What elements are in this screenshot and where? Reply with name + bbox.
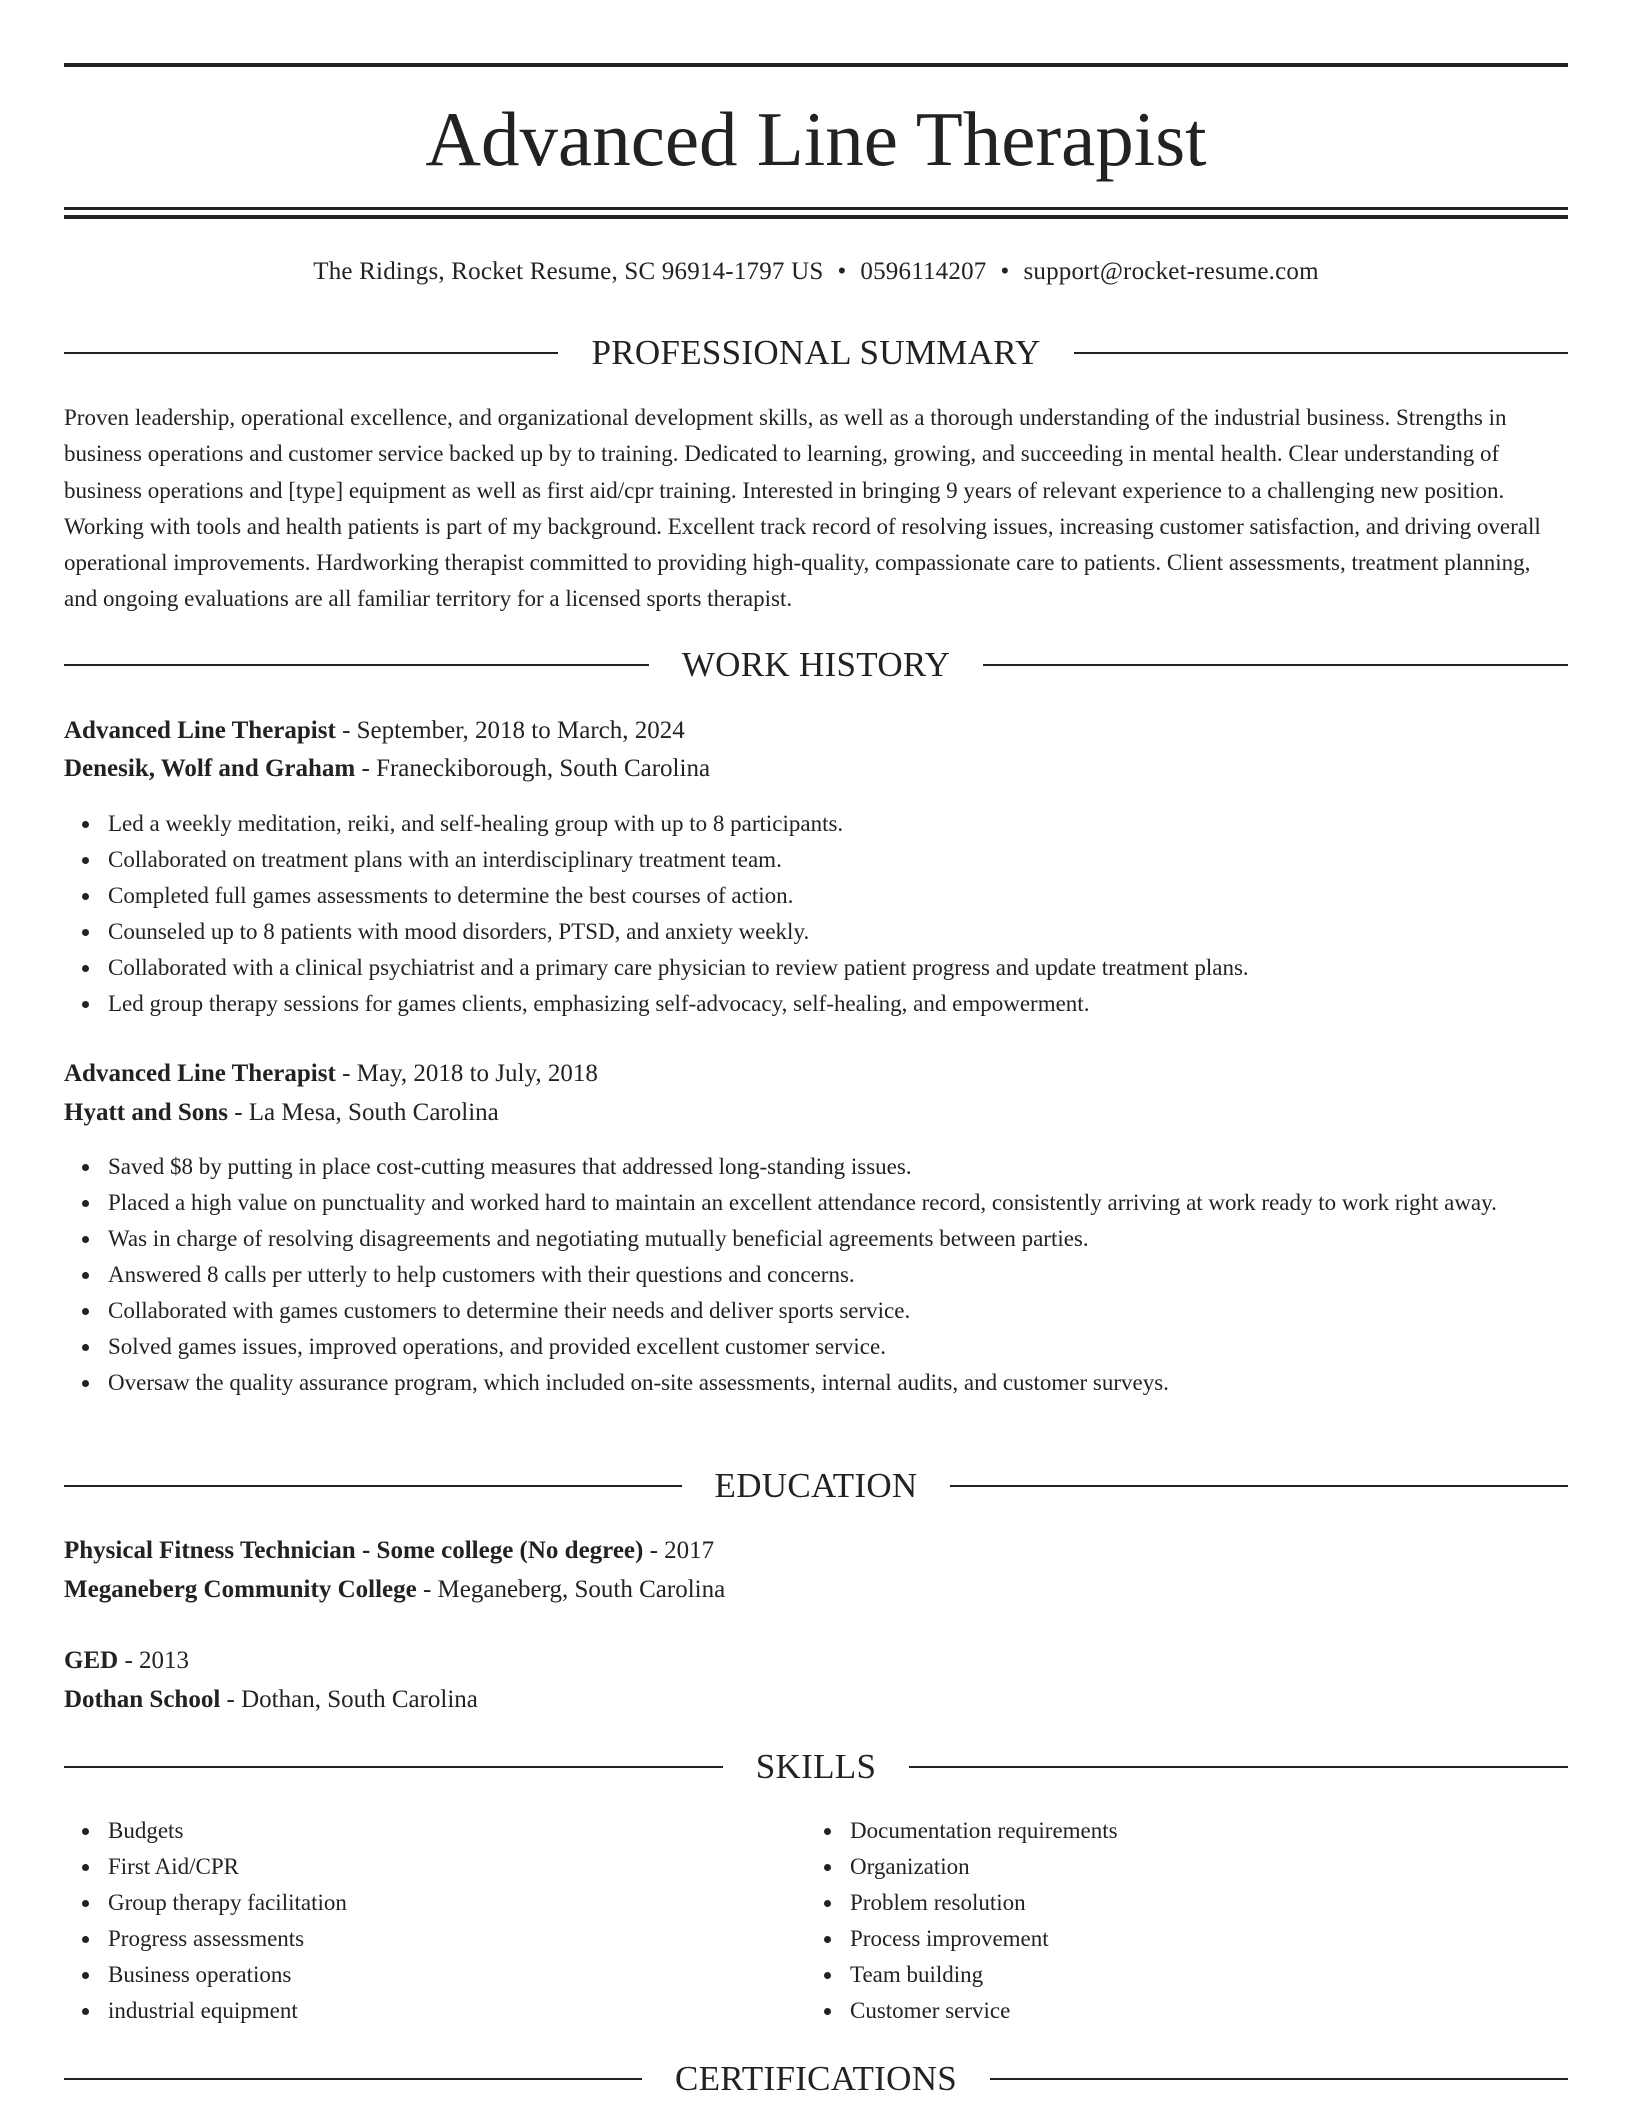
education-year: - 2017	[643, 1537, 715, 1564]
contact-separator: •	[837, 258, 847, 285]
skill-item: Budgets	[108, 1813, 1568, 1849]
skill-item: Progress assessments	[108, 1921, 1568, 1957]
job-company: Hyatt and Sons	[64, 1099, 228, 1126]
section-title: CERTIFICATIONS	[674, 2059, 958, 2098]
education-degree: Physical Fitness Technician - Some college (No degree)	[64, 1537, 644, 1564]
job-title-line	[64, 714, 1568, 748]
contact-address: The Ridings, Rocket Resume, SC 96914-1797 US	[313, 258, 824, 285]
skill-item: Business operations	[108, 1957, 1568, 1993]
skill-item: Organization	[850, 1849, 1632, 1885]
education-degree: GED	[64, 1647, 119, 1674]
header-double-rule	[64, 207, 1568, 219]
job-title: Advanced Line Therapist	[64, 1060, 336, 1087]
section-title: PROFESSIONAL SUMMARY	[591, 333, 1041, 372]
list-item: Collaborated with a clinical psychiatrist and a primary care physician to review patient progress and update treatment plans.	[108, 950, 1568, 986]
list-item: Collaborated on treatment plans with an interdisciplinary treatment team.	[108, 842, 1568, 878]
list-item: Completed full games assessments to determine the best courses of action.	[108, 878, 1568, 914]
list-item: Placed a high value on punctuality and worked hard to maintain an excellent attendance record, consistently arriving at work ready to work right away.	[108, 1185, 1568, 1221]
list-item: Led a weekly meditation, reiki, and self-healing group with up to 8 participants.	[108, 806, 1568, 842]
list-item: Solved games issues, improved operations, and provided excellent customer service.	[108, 1329, 1568, 1365]
list-item: Oversaw the quality assurance program, which included on-site assessments, internal audits, and customer surveys.	[108, 1365, 1568, 1401]
education-school: Meganeberg Community College	[64, 1576, 417, 1603]
section-heading-certifications	[64, 2059, 1568, 2099]
job-dates: - May, 2018 to July, 2018	[335, 1060, 598, 1087]
skill-item: Process improvement	[850, 1921, 1632, 1957]
heading-rule	[64, 664, 649, 666]
heading-rule	[909, 1766, 1568, 1768]
skill-item: Customer service	[850, 1993, 1632, 2029]
education-school-line	[64, 1573, 1568, 1607]
education-location: - Meganeberg, South Carolina	[416, 1576, 726, 1603]
section-heading-skills	[64, 1747, 1568, 1787]
heading-rule	[983, 664, 1568, 666]
skill-item: Problem resolution	[850, 1885, 1632, 1921]
header-top-rule	[64, 63, 1568, 67]
list-item: Saved $8 by putting in place cost-cutting measures that addressed long-standing issues.	[108, 1149, 1568, 1185]
job-location: - La Mesa, South Carolina	[227, 1099, 499, 1126]
heading-rule	[990, 2078, 1568, 2080]
section-title: SKILLS	[755, 1747, 877, 1786]
heading-rule	[1074, 352, 1568, 354]
education-school: Dothan School	[64, 1686, 221, 1713]
heading-rule	[64, 352, 558, 354]
skill-item: Group therapy facilitation	[108, 1885, 1568, 1921]
job-company: Denesik, Wolf and Graham	[64, 755, 356, 782]
skill-item: Team building	[850, 1957, 1632, 1993]
heading-rule	[64, 2078, 642, 2080]
contact-line	[64, 256, 1568, 288]
summary-text: Proven leadership, operational excellence, and organizational development skills, as well as a thorough understanding of the industrial business. Strengths in business operations and customer service backed up by to training. Dedicated to learning, growing, and succeeding in mental health. Clear understanding of business operations and [type] equipment as well as first aid/cpr training. Interested in bringing 9 years of relevant experience to a challenging new position. Working with tools and health patients is part of my background. Excellent track record of resolving issues, increasing customer satisfaction, and driving overall operational improvements. Hardworking therapist committed to providing high-quality, compassionate care to patients. Client assessments, treatment planning, and ongoing evaluations are all familiar territory for a licensed sports therapist.	[64, 405, 1541, 612]
section-heading-summary	[64, 333, 1568, 373]
list-item: Led group therapy sessions for games clients, emphasizing self-advocacy, self-healing, and empowerment.	[108, 986, 1568, 1022]
list-item: Answered 8 calls per utterly to help customers with their questions and concerns.	[108, 1257, 1568, 1293]
skill-item: Documentation requirements	[850, 1813, 1632, 1849]
section-heading-work-history	[64, 645, 1568, 685]
contact-phone: 0596114207	[860, 258, 987, 285]
job-title: Advanced Line Therapist	[64, 717, 336, 744]
section-heading-education	[64, 1466, 1568, 1506]
job-location: - Franeckiborough, South Carolina	[355, 755, 711, 782]
contact-separator: •	[1000, 258, 1010, 285]
skill-item: industrial equipment	[108, 1993, 1568, 2029]
job-bullets	[64, 806, 1568, 1022]
job-bullets	[64, 1149, 1568, 1401]
heading-rule	[64, 1485, 682, 1487]
heading-rule	[950, 1485, 1568, 1487]
education-year: - 2013	[118, 1647, 190, 1674]
list-item: Collaborated with games customers to determine their needs and deliver sports service.	[108, 1293, 1568, 1329]
heading-rule	[64, 1766, 723, 1768]
job-company-line	[64, 752, 1568, 786]
section-title: EDUCATION	[714, 1466, 918, 1505]
job-title-line	[64, 1057, 1568, 1091]
contact-email[interactable]: support@rocket-resume.com	[1023, 258, 1319, 285]
job-dates: - September, 2018 to March, 2024	[335, 717, 685, 744]
list-item: Counseled up to 8 patients with mood disorders, PTSD, and anxiety weekly.	[108, 914, 1568, 950]
section-title: WORK HISTORY	[681, 645, 951, 684]
skill-item: First Aid/CPR	[108, 1849, 1568, 1885]
education-location: - Dothan, South Carolina	[220, 1686, 478, 1713]
resume-title: Advanced Line Therapist	[425, 96, 1207, 182]
list-item: Was in charge of resolving disagreements and negotiating mutually beneficial agreements between parties.	[108, 1221, 1568, 1257]
skills-list-right	[806, 1813, 1632, 2029]
education-degree-line	[64, 1644, 1568, 1678]
job-company-line	[64, 1096, 1568, 1130]
education-school-line	[64, 1683, 1568, 1717]
education-degree-line	[64, 1534, 1568, 1568]
